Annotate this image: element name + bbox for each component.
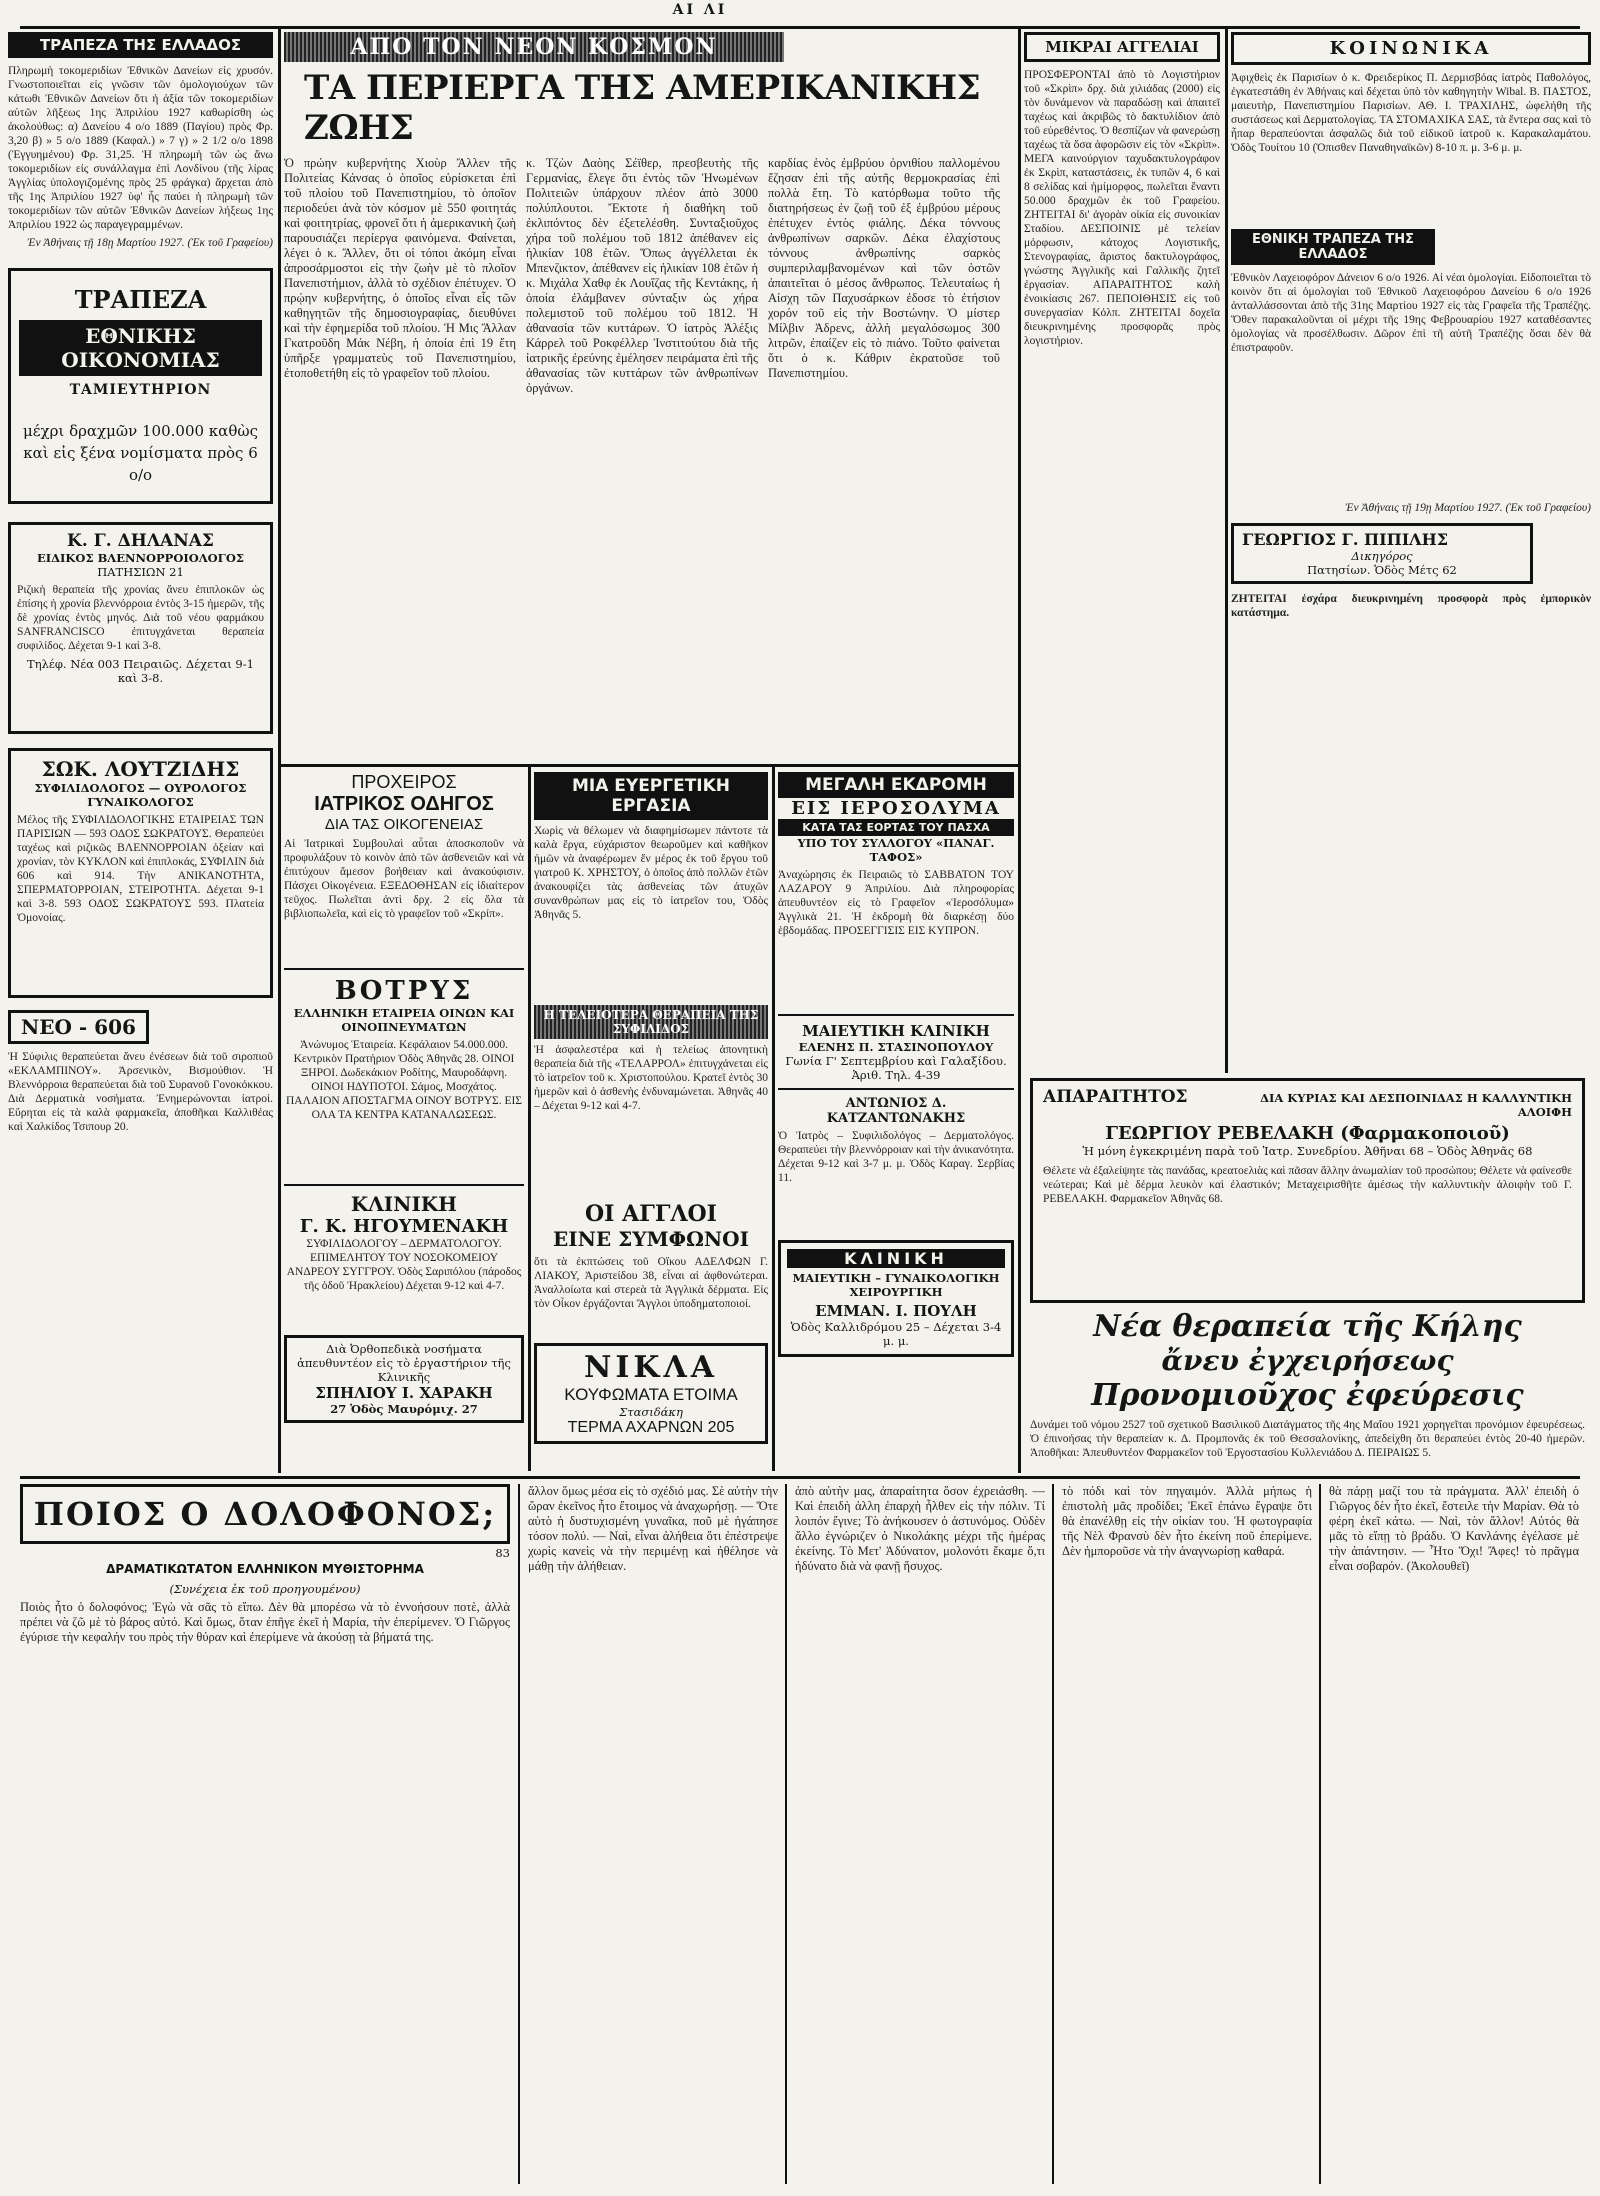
masthead-fragment: ΑΙ ΛΙ — [672, 2, 728, 18]
national-bank-text: Ἐθνικὸν Λαχειοφόρον Δάνειον 6 ο/ο 1926. Αἱ νέαι ὁμολογίαι. Εἰδοποιεῖται τὸ κοινὸν ὅτι αἱ ὁμολογίαι τοῦ Ἐθνικοῦ Λαχειοφόρου Δανείου 6 ο/ο 1926 ἀνταλλάσσονται ἀπὸ τῆς 31ης Μαρτίου 1927 εἰς τὰς Γραφεῖα τῆς Τραπέζης. Ὅθεν παρακαλοῦνται οἱ μέχρι τῆς 19ης Φεβρουαρίου 1927 καταθέσαντες ὁμολογίας νὰ προσέλθωσιν. Δῶρον ἐπὶ τῆ αὐτῆ Τραπέζης ὅσαι δὲν θὰ ἐπιστραφοῦν. — [1231, 272, 1591, 354]
nikla-ad — [534, 1343, 768, 1444]
maieut-name: ΕΛΕΝΗΣ Π. ΣΤΑΣΙΝΟΠΟΥΛΟΥ — [798, 1040, 994, 1054]
serial-col-a-wrap — [20, 1484, 510, 2184]
poulis-name: ΕΜΜΑΝ. Ι. ΠΟΥΛΗ — [815, 1302, 977, 1320]
column-rule — [1319, 1484, 1321, 2184]
column-rule — [785, 1484, 787, 2184]
column-rule — [1225, 28, 1228, 1073]
klinik-text: ΣΥΦΙΛΙΔΟΛΟΓΟΥ – ΔΕΡΜΑΤΟΛΟΓΟΥ. ΕΠΙΜΕΛΗΤΟΥ ΤΟΥ ΝΟΣΟΚΟΜΕΙΟΥ ΑΝΔΡΕΟΥ ΣΥΓΓΡΟΥ. Ὁδὸς Σαριπόλου (πάροδος τῆς ὁδοῦ Ἡρακλείου) Δέχεται 9-12 καὶ 4-7. — [286, 1238, 522, 1292]
maieut-title: ΜΑΙΕΥΤΙΚΗ ΚΛΙΝΙΚΗ — [802, 1022, 990, 1040]
column-rule — [772, 766, 775, 1471]
serial-subtitle: ΔΡΑΜΑΤΙΚΩΤΑΤΟΝ ΕΛΛΗΝΙΚΟΝ ΜΥΘΙΣΤΟΡΗΜΑ — [106, 1562, 424, 1576]
nikla-sub: ΚΟΥΦΩΜΑΤΑ ΕΤΟΙΜΑ — [564, 1385, 738, 1404]
loutzidis-name: ΣΩΚ. ΛΟΥΤΖΙΔΗΣ — [41, 757, 240, 781]
column-rule — [518, 1484, 520, 2184]
ekdromi-title3: ΚΑΤΑ ΤΑΣ ΕΟΡΤΑΣ ΤΟΥ ΠΑΣΧΑ — [778, 819, 1014, 836]
hernia-text: Δυνάμει τοῦ νόμου 2527 τοῦ σχετικοῦ Βασιλικοῦ Διατάγματος τῆς 4ης Μαΐου 1921 χορηγεῖται προνόμιον ἐφευρέσεως. Ὁ ἐπινοήσας τὴν θεραπείαν κ. Δ. Προμπονᾶς ἐκ τοῦ Θεσσαλονίκης, ἀπεδείχθη ὅτι θεραπεύει ἐντὸς 20-40 ἡμερῶν. Ἀποθῆκαι: Ἀπευθυντέον Φαρμακεῖον τοῦ Ἐργοστασίου Κυλλενιάδου Δ. ΠΕΙΡΑΙΩΣ 5. — [1030, 1419, 1585, 1459]
dhlanas-name: Κ. Γ. ΔΗΛΑΝΑΣ — [67, 531, 214, 551]
bank-notice-text: Πληρωμὴ τοκομεριδίων Ἐθνικῶν Δανείων εἰς χρυσόν. Γνωστοποιεῖται εἰς γνῶσιν τῶν ὁμολογιούχων τῶν κάτωθι Ἐθνικῶν Δανείων ὅτι ἡ ἀξία τῶν τοκομεριδίων αὐτῶν λῆξεως 1ης Ἀπριλίου 1927 καθωρίσθη ὡς ἀκολούθως: α) Δανείου 4 ο/ο 1889 (Παγίου) πρὸς Φρ. 3,20 β) » 5 ο/ο 1889 (Καφαλ.) » 7 γ) » 2 1/2 ο/ο 1898 (Ἐγγυημένου) Φρ. 31,25. Ἡ πληρωμὴ τῶν ὡς ἄνω τοκομεριδίων εἰς συνάλλαγμα ἐπὶ Λονδίνου (τῆς λίρας Ἀγγλίας ὑπολογιζομένης πρὸς 25 φράγκα) ἄρχεται ἀπὸ τῆς 1ης Ἀπριλίου 1927 ὑφ' ἧς παύει ἡ πληρωμὴ τῶν τοκομεριδίων τῶν αὐτῶν Ἐθνικῶν Δανείων λήξεως 1ης Ἀπριλίου 1922 ὡς παραγεγραμμένων. — [8, 65, 273, 231]
column-rule — [1052, 1484, 1054, 2184]
poulis-address: Ὁδὸς Καλλιδρόμου 25 – Δέχεται 3-4 μ. μ. — [790, 1320, 1002, 1348]
feature-title: ΤΑ ΠΕΡΙΕΡΓΑ ΤΗΣ ΑΜΕΡΙΚΑΝΙΚΗΣ ΖΩΗΣ — [304, 68, 981, 148]
serial-text-col-c: ἀπὸ αὐτὴν μας, ἀπαραίτητα ὅσον ἐχρειάσθη. — Καὶ ἐπειδὴ ἀλλη ἐπαρχὴ ἦλθεν εἰς τὴν πόλιν. Τί λοιπόν ἔγινε; Τὸ ἀνήκουσεν ὁ ἀστυνόμος. Οὐδὲν ἄλλο ἐγνώριζεν ὁ Νικολάκης μέχρι τῆς ἡμέρας ἐκείνης. Τὸ Μετ' Ἀδύνατον, μολονότι ἔκαμε ὅ,τι ἠδύνατο διὰ νὰ φανῇ ἥσυχος. — [795, 1484, 1045, 1573]
separator — [284, 1184, 524, 1186]
rebelakis-ad — [1030, 1078, 1585, 1303]
feature-col-b: κ. Τζὼν Δαὸης Σέϊθερ, πρεσβευτὴς τῆς Γερμανίας, ἔλεγε ὅτι ἐντὸς τῶν Ἡνωμένων Πολιτειῶν ὑπάρχουν πλέον ἀπὸ 3000 πολύπλουτοι. Ἔκτοτε ἡ διαθήκη τοῦ ἐκλιπόντος δὲν ἐξετελέσθη. Συνταξιοῦχος χήρα τοῦ πολέμου τοῦ 1812 ἀπέθανεν εἰς ἡλικίαν 108 ἐτῶν. Ὅπως ἀγγέλλεται ἐκ Μπενζικτον, ἀπέθανεν εἰς ἡλικίαν 108 ἐτῶν ἡ κ. Μιχάλα Χαθφ ἐκ Λουΐζας τῆς Κεντάκης, ἡ ὁποία ἐλάμβανεν σύνταξιν ὡς χήρα πολεμιστοῦ τοῦ πολέμου τοῦ 1812. Ἡ ἀθανασία τῶν κυττάρων. Ὁ ἰατρὸς Ἀλέξις Κάρρελ τοῦ Ροκφέλλερ Ἰνστιτούτου διὰ τῆς ἰατρικῆς ἐρεύνης ἐμέλησεν πειράματα ἐπὶ τῆς ἀθανασίας τῶν κυττάρων τῶν ἀνθρωπίνων ὀργάνων. — [526, 156, 758, 395]
serial-number: 83 — [495, 1546, 510, 1560]
savings-title-bank: ΤΡΑΠΕΖΑ — [74, 285, 207, 314]
national-bank-signature: Ἐν Ἀθήναις τῇ 19ῃ Μαρτίου 1927. (Ἐκ τοῦ Γραφείου) — [1345, 502, 1591, 514]
botrys-text: Ἀνώνυμος Ἑταιρεία. Κεφάλαιον 54.000.000. Κεντρικὸν Πρατήριον Ὁδὸς Ἀθηνᾶς 28. ΟΙΝΟΙ ΞΗΡΟΙ. Δωδεκάκιον Ροδίτης, Μαυροδάφνη. ΟΙΝΟΙ ΗΔΥΠΟΤΟΙ. Σάμος, Μοσχάτος. ΠΑΛΑΙΟΝ ΑΠΟΣΤΑΓΜΑ ΟΙΝΟΥ ΒΟΤΡΥΣ. ΕΙΣ ΟΛΑ ΤΑ ΚΕΝΤΡΑ ΚΑΤΑΝΑΛΩΣΕΩΣ. — [286, 1039, 522, 1121]
prox-title1: ΠΡΟΧΕΙΡΟΣ — [351, 772, 457, 792]
national-bank-heading: ΕΘΝΙΚΗ ΤΡΑΠΕΖΑ ΤΗΣ ΕΛΛΑΔΟΣ — [1231, 229, 1435, 265]
classifieds-text: ΠΡΟΣΦΕΡΟΝΤΑΙ ἀπὸ τὸ Λογιστήριον τοῦ «Σκρὶπ» δρχ. διὰ χιλιάδας (2000) εἰς τὸν δυνάμενον νὰ παραδώσῃ καὶ ἀπαιτεῖ ταχέως καὶ ἀκριβῶς τὸ δακτυλίδιον ἀπὸ τοῦ εὑρεθέντος. Ὁ θεσπίζων νὰ φανερώσῃ ταχέως τὰ ὅσα ἀφορῶσιν εἰς τὸν «Σκρὶπ». ΜΕΓΑ καινούργιον ταχυδακτυλογράφον ἐκ Σκρὶπ, καταστάσεις, ἐκ τυπῶν 4, 6 καὶ 8 σελίδας καὶ ἡμίμορφος, πωλεῖται ἔναντι 50.000 δραχμῶν ἐκ τοῦ Γραφείου. ΖΗΤΕΙΤΑΙ δι' ἀγορὰν οἰκία εἰς συνοικίαν Σταδίου. ΔΕΣΠΟΙΝΙΣ μὲ τελείαν μόρφωσιν, κάτοχος Λογιστικῆς, Στενογραφίας, ἄριστος δακτυλογράφος, γνώστης Ἀγγλικῆς καὶ Γαλλικῆς ζητεῖ ἐργασίαν. ΑΠΑΡΑΙΤΗΤΟΣ καλὴ ἐνοικίασις 267. ΠΕΠΟΙΘΗΣΙΣ εἰς τοῦ συνεργασίαν Κόλπ. ΖΗΤΕΙΤΑΙ δοχεῖα διευκρινημένης προσφορᾶς πρὸς λογιστήριον. — [1024, 69, 1220, 347]
dhlanas-text: Ριζικὴ θεραπεία τῆς χρονίας ἄνευ ἐπιπλοκῶν ὡς ἐπίσης ἡ χρονία βλεννόρροια ἐντὸς 3-15 ἡμερῶν, τῆς δὲ χρονίας ἐντὸς μηνός. Διὰ τοῦ νέου φαρμάκου SANFRANCISCO ἐπιτυγχάνεται θεραπεία συφιλίδος. Δέχεται 9-1 καὶ 3-8. — [17, 584, 264, 652]
serial-section — [20, 1484, 1580, 2184]
feature-columns — [284, 156, 1014, 762]
botrys-title: ΒΟΤΡΥΣ — [334, 976, 474, 1006]
mia-text: Χωρὶς νὰ θέλωμεν νὰ διαφημίσωμεν πάντοτε τὰ καλὰ ἔργα, εὐχάριστον θεωροῦμεν καὶ καθῆκον ἡμῶν νὰ ἀναφέρωμεν ἕν μέρος ἐκ τοῦ ἔργου τοῦ γιατροῦ Κ. ΧΡΗΣΤΟΥ, ὁ ὁποῖος ἀπὸ πολλῶν ἐτῶν ἀνακουφίζει τὰς ἀσθενείας τῶν ἀτυχῶν συνανθρώπων μας εἰς τὸ ἰατρεῖον του, Ὁδὸς Ἀθηνᾶς 5. — [534, 825, 768, 921]
maieut-text: Γωνία Γ' Σεπτεμβρίου καὶ Γαλαξίδου. Ἀριθ. Τηλ. 4-39 — [785, 1054, 1007, 1082]
ortho-address: 27 Ὁδὸς Μαυρόμιχ. 27 — [330, 1402, 478, 1416]
rebelakis-header-label: ΑΠΑΡΑΙΤΗΤΟΣ — [1043, 1087, 1188, 1107]
rebelakis-header — [1043, 1087, 1572, 1119]
aggloi-title2: ΕΙΝΕ ΣΥΜΦΩΝΟΙ — [553, 1227, 749, 1251]
neo-606-label: ΝΕΟ - 606 — [21, 1015, 136, 1039]
pipilis-address: Πατησίων. Ὁδὸς Μέτς 62 — [1307, 563, 1457, 577]
feature-kicker: ΑΠΟ ΤΟΝ ΝΕΟΝ ΚΟΣΜΟΝ — [284, 32, 784, 62]
dhlanas-title: ΕΙΔΙΚΟΣ ΒΛΕΝΝΟΡΡΟΙΟΛΟΓΟΣ — [36, 551, 244, 565]
ads-column-a — [284, 772, 524, 1472]
katz-name: ΑΝΤΩΝΙΟΣ Δ. ΚΑΤΖΑΝΤΩΝΑΚΗΣ — [826, 1096, 966, 1126]
feature-col-a: Ὁ πρώην κυβερνήτης Χιοὺρ Ἄλλεν τῆς Πολιτείας Κάνσας ὁ ὁποῖος εὑρίσκεται ἐπὶ τοῦ πλοίου τοῦ Πανεπιστημίου, τὸ ὁποῖον περιοδεύει ἀνὰ τὸν κόσμον μὲ 550 φοιτητάς καὶ φοιτητρίας, φρονεῖ ὅτι ἡ ἀμερικανικὴ ζωὴ παρουσιάζει περίεργα φαινόμενα. Φαίνεται, λέγει ὁ κ. Ἄλλεν, ὅτι οἱ τόποι ἀκόμη εἶναι ἀπροσάρμοστοι εἰς τὴν ζωὴν μὲ τὸ πλοῖον Πανεπιστήμιον, ἀλλὰ τὸ σχέδιον ἐπέτυχεν. Ὁ πρῴην κυβερνήτης, ὁ ὁποῖος εἶναι εἷς τῶν καθηγητῶν τῆς δημοσιογραφίας, διευθύνει καὶ τὴν ἐφημερίδα τοῦ πλοίου. Ἡ Μις Ἄλλαν Γκατροῦδη Μάκ Νέβη, ἡ ὁποία ἐπὶ 19 ἔτη ὑπῆρξε γραμματεὺς τοῦ Πανεπιστημίου, ἐτοποθετήθη εἰς τὸ γραφεῖον τοῦ πλοίου. — [284, 156, 516, 380]
separator — [778, 1014, 1014, 1016]
dhlanas-phone: Τηλέφ. Νέα 003 Πειραιῶς. Δέχεται 9-1 καὶ 3-8. — [27, 657, 254, 685]
feature-col-c: καρδίας ἑνὸς ἐμβρύου ὀρνιθίου παλλομένου ἔζησαν ἐπὶ τῆς αὐτῆς θερμοκρασίας ἐπὶ πολλὰ ἔτη. Τὸ κατόρθωμα τοῦτο τῆς διατηρήσεως ἐν ζωῇ τοῦ ἐξ ἐμβρύου μέρους ἐπέτυχεν ἐντὸς φιάλης. Δέκα τόννους ἀνθρωπίνων σαρκῶν. Δέκα ἐλαχίστους τόννους ἀνθρωπίνης σαρκὸς συμπεριλαμβανομένων καὶ τῶν ὀστῶν ἀπαιτεῖται ὁ μέσος ἄνθρωπος. Τελευταίως ἡ Αίσχη τῶν Παχυσάρκων ἐδοσε τὸ ἐτήσιον χορόν τοῦ εἰς τὴν Βοστώνην. Ὁ μίστερ Μίλβιν Ἀδρενς, ἀλλὴ μεγαλόσωμος 300 λιτρῶν, ἐπαίζεν εἰς τὸ πιάνο. Τοῦτο φαίνεται ὅτι ὁ κ. Κάθριν ἐκρατοῦσε τοῦ Πανεπιστημίου. — [768, 156, 1000, 380]
hernia-line2: ἄνευ ἐγχειρήσεως — [1161, 1344, 1454, 1377]
aggloi-text: ὅτι τὰ ἐκπτώσεις τοῦ Οἴκου ΑΔΕΛΦΩΝ Γ. ΛΙΑΚΟΥ, Ἀριστείδου 38, εἶναι αἱ ἀφθονώτεραι. Ἀναλλοίωτα καὶ στερεὰ τὰ Ἀγγλικὰ δέρματα. Εἰς τὸν Οἶκον ἐργάζονται Ἄγγλοι ὑποδηματοποιοί. — [534, 1256, 768, 1310]
prox-title2: ΙΑΤΡΙΚΟΣ ΟΔΗΓΟΣ — [314, 793, 494, 815]
top-rule — [20, 26, 1580, 29]
katz-text: Ὁ Ἰατρὸς – Συφιλιδολόγος – Δερματολόγος. Θεραπεύει τὴν βλεννόρροιαν καὶ τὴν ἀνικανότητα. Δέχεται 9-12 καὶ 3-7 μ. μ. Ὁδὸς Καραγ. Σερβίας 11. — [778, 1130, 1014, 1184]
serial-text-col-d: τὸ πόδι καὶ τὸν πηγαιμόν. Ἀλλὰ μήπως ἡ ἐπιστολὴ μᾶς προδίδει; Ἐκεῖ ἐπάνω ἔγραψε ὅτι θὰ ἐπανέλθῃ εἰς τὴν οἰκίαν του. Ἡ φωτογραφία τῆς Νὲλ Φρανσὺ δὲν ἦτο ἐκείνη ποῦ ἐπερίμενε. Δὲν ἠμποροῦσε νὰ τὴν ἀναγνωρίσῃ καθαρά. — [1062, 1484, 1312, 1558]
loutzidis-title: ΣΥΦΙΛΙΔΟΛΟΓΟΣ — ΟΥΡΟΛΟΓΟΣ ΓΥΝΑΙΚΟΛΟΓΟΣ — [34, 781, 247, 809]
serial-text-col-b: ἄλλον ὅμως μέσα εἰς τὸ σχέδιό μας. Σὲ αὐτὴν τὴν ὥραν ἐκεῖνος ἦτο ἔτοιμος νὰ ἀναχωρήσῃ. — Ὅτε αὐτὸ ἡ δυστυχισμένη γυναῖκα, ποῦ μὲ ἠγάπησε τόσον πολύ. — Ναὶ, εἶναι ἀλήθεια ὅτι ἐπέστρεψε χωρὶς κανεὶς νὰ τὴν περιμένῃ καὶ ἠθέλησε νὰ μάθῃ τὴν ἀλήθειαν. — [528, 1484, 778, 1573]
poulis-ad — [778, 1240, 1014, 1357]
column-rule — [1018, 28, 1021, 1473]
ortho-ad — [284, 1335, 524, 1423]
savings-text: μέχρι δραχμῶν 100.000 καθὼς καὶ εἰς ξένα νομίσματα πρὸς 6 ο/ο — [23, 422, 258, 484]
prox-title3: ΔΙΑ ΤΑΣ ΟΙΚΟΓΕΝΕΙΑΣ — [324, 816, 484, 833]
savings-title-label: ΤΑΜΙΕΥΤΗΡΙΟΝ — [69, 382, 212, 398]
serial-top-rule — [20, 1476, 1580, 1479]
social-column — [1231, 32, 1591, 732]
serial-text-col-e: θὰ πάρῃ μαζί του τὰ πράγματα. Ἀλλ' ἐπειδὴ ὁ Γιῶργος δὲν ἦτο ἐκεῖ, ἔστειλε τὴν Μαρίαν. Θὰ τὸ φέρη ἐκεῖ κάτω. — Ναὶ, τὸν ἄλλον! Αὐτός θὰ μᾶς τὸ εἴπῃ τὸ βράδυ. Ὁ Κανλάνης ἐγέλασε μὲ τὴν ἀπάντησιν. — Ἦτο Ὅχι! Ἄφες! τὸ πρᾶγμα εἶναι σοβαρόν. (Ἀκολουθεῖ) — [1329, 1484, 1579, 1573]
poulis-title: ΚΛΙΝΙΚΗ — [787, 1249, 1005, 1268]
ads-column-c — [778, 772, 1014, 1472]
savings-title-name: ΕΘΝΙΚΗΣ ΟΙΚΟΝΟΜΙΑΣ — [19, 320, 262, 376]
left-column — [8, 32, 273, 1467]
social-wanted: ΖΗΤΕΙΤΑΙ ἐσχάρα διευκρινημένη προσφορὰ πρὸς ἐμπορικὸν κατάστημα. — [1231, 593, 1591, 619]
ekdromi-text: Ἀναχώρησις ἐκ Πειραιῶς τὸ ΣΑΒΒΑΤΟΝ ΤΟΥ ΛΑΖΑΡΟΥ 9 Ἀπριλίου. Διὰ πληροφορίας ἀπευθυντέον εἰς τὸ Γραφεῖον «Ἱεροσόλυμα» Ἀγγλικὰ 21. Ἡ ἐκδρομὴ θὰ διαρκέσῃ δύο ἑβδομάδας. ΠΡΟΣΕΓΓΙΣΙΣ ΕΙΣ ΚΥΠΡΟΝ. — [778, 869, 1014, 937]
ekdromi-title2: ΕΙΣ ΙΕΡΟΣΟΛΥΜΑ — [791, 798, 1001, 819]
ads-column-b — [534, 772, 768, 1472]
ortho-name: ΣΠΗΛΙΟΥ Ι. ΧΑΡΑΚΗ — [315, 1384, 493, 1402]
teleio-title: Η ΤΕΛΕΙΟΤΕΡΑ ΘΕΡΑΠΕΙΑ ΤΗΣ ΣΥΦΙΛΙΔΟΣ — [534, 1005, 768, 1039]
prox-text: Αἱ Ἰατρικαὶ Συμβουλαὶ αὗται ἀποσκοποῦν νὰ προφυλάξουν τὸ κοινὸν ἀπὸ τῶν ἀσθενειῶν καὶ νὰ ἐπιτύχουν ἄμεσον βοήθειαν καὶ ἀνακούφισιν. Πάσχει Οἰκογένεια. ΕΞΕΔΟΘΗΣΑΝ εἰς ἰδιαίτερον τεῦχος. Πωλεῖται ἀντὶ δρχ. 2 εἰς ὅλα τὰ βιβλιοπωλεῖα, καὶ εἰς τὸ γραφεῖον τοῦ «Σκρίπ». — [284, 838, 524, 920]
separator — [284, 968, 524, 970]
poulis-sub: ΜΑΙΕΥΤΙΚΗ – ΓΥΝΑΙΚΟΛΟΓΙΚΗ ΧΕΙΡΟΥΡΓΙΚΗ — [792, 1271, 1000, 1299]
serial-title: ΠΟΙΟΣ Ο ΔΟΛΟΦΟΝΟΣ; — [20, 1484, 510, 1544]
pipilis-title: Δικηγόρος — [1351, 549, 1413, 563]
pipilis-name: ΓΕΩΡΓΙΟΣ Γ. ΠΙΠΙΛΗΣ — [1242, 530, 1449, 549]
ekdromi-title4: ΥΠΟ ΤΟΥ ΣΥΛΛΟΓΟΥ «ΠΑΝΑΓ. ΤΑΦΟΣ» — [797, 836, 995, 864]
botrys-sub: ΕΛΛΗΝΙΚΗ ΕΤΑΙΡΕΙΑ ΟΙΝΩΝ ΚΑΙ ΟΙΝΟΠΝΕΥΜΑΤΩΝ — [293, 1006, 515, 1034]
ekdromi-title1: ΜΕΓΑΛΗ ΕΚΔΡΟΜΗ — [778, 772, 1014, 798]
nikla-title: ΝΙΚΛΑ — [583, 1350, 719, 1385]
loutzidis-text: Μέλος τῆς ΣΥΦΙΛΙΔΟΛΟΓΙΚΗΣ ΕΤΑΙΡΕΙΑΣ ΤΩΝ ΠΑΡΙΣΙΩΝ — 593 ΟΔΟΣ ΣΩΚΡΑΤΟΥΣ. Θεραπεύει ταχέως καὶ ριζικῶς ΒΛΕΝΝΟΡΡΟΙΑΝ ὀξείαν καὶ χρονίαν, τὸν ΚΥΚΛΟΝ καὶ ἐπιπλοκάς, ΣΥΦΙΛΙΝ διὰ 606 καὶ 914. Τὴν ΑΝΙΚΑΝΟΤΗΤΑ, ΣΠΕΡΜΑΤΟΡΡΟΙΑΝ, ΣΤΕΙΡΟΤΗΤΑ. Δέχεται 9-1 καὶ 3-8. 593 ΟΔΟΣ ΣΩΚΡΑΤΟΥΣ 593. Πλατεία Ὁμονοίας. — [17, 814, 264, 924]
klinik-name: Γ. Κ. ΗΓΟΥΜΕΝΑΚΗ — [299, 1216, 509, 1237]
nikla-mid: Στασιδάκη — [619, 1405, 683, 1419]
rebelakis-name: ΓΕΩΡΓΙΟΥ ΡΕΒΕΛΑΚΗ (Φαρμακοποιοῦ) — [1105, 1123, 1510, 1144]
dhlanas-ad — [8, 522, 273, 734]
hernia-line1: Νέα θεραπεία τῆς Κήλης — [1093, 1310, 1522, 1344]
neo-606-label-box — [8, 1010, 149, 1044]
serial-text-col-a: Ποιὸς ἦτο ὁ δολοφόνος; Ἐγὼ νὰ σᾶς τὸ εἴπω. Δὲν θὰ μπορέσω νὰ τὸ ἐννοήσουν ποτὲ, ἀλλὰ πρέπει νὰ ζῶ μὲ τὸ βάρος αὐτό. Καὶ ὅμως, ὅταν ἐπῆγε ἐκεῖ ἡ Μαρία, τὴν ἐπερίμενεν. Ὁ Γιῶργος ἐγύρισε τὴν κεφαλήν του πρὸς τὴν θύραν καὶ ἐπερίμενε νὰ ἀκούσῃ τὰ βήματά της. — [20, 1600, 510, 1644]
serial-continued: (Συνέχεια ἐκ τοῦ προηγουμένου) — [169, 1582, 361, 1596]
separator — [778, 1088, 1014, 1090]
bank-of-greece-heading: ΤΡΑΠΕΖΑ ΤΗΣ ΕΛΛΑΔΟΣ — [8, 32, 273, 58]
social-header: ΚΟΙΝΩΝΙΚΑ — [1231, 32, 1591, 65]
klinik-title: ΚΛΙΝΙΚΗ — [350, 1192, 458, 1216]
column-rule — [528, 766, 531, 1471]
dhlanas-address: ΠΑΤΗΣΙΩΝ 21 — [97, 565, 184, 579]
rebelakis-text: Θέλετε νὰ ἐξαλείψητε τὰς πανάδας, κρεατοελιὰς καὶ πᾶσαν ἄλλην ἀνωμαλίαν τοῦ προσώπου; Θέλετε νὰ φαίνεσθε νεώτεραι; Καὶ μὲ δέρμα λευκὸν καὶ ἐλαστικόν; Μεταχειρισθῆτε ἀμέσως τὴν καλλυντικὴν ἀλοιφὴν τοῦ Γ. ΡΕΒΕΛΑΚΗ. Φαρμακεῖον Ἀθηνᾶς 68. — [1043, 1165, 1572, 1205]
teleio-text: Ἡ ἀσφαλεστέρα καὶ ἡ τελείως ἀπονητικὴ θεραπεία διὰ τῆς «ΤΕΛΑΡΡΟΛ» ἐπιτυγχάνεται εἰς τὸ ἰατρεῖον τοῦ κ. Χριστοπούλου. Κρατεῖ ἐντὸς 30 ἡμερῶν καὶ ὁ ἀσθενὴς ἐνδυναμώνεται. Ἀθηνᾶς 40 – Δέχεται 9-12 καὶ 4-7. — [534, 1044, 768, 1112]
loutzidis-ad — [8, 748, 273, 998]
classifieds-header: ΜΙΚΡΑΙ ΑΓΓΕΛΙΑΙ — [1024, 32, 1220, 62]
rebelakis-header-sub: ΔΙΑ ΚΥΡΙΑΣ ΚΑΙ ΔΕΣΠΟΙΝΙΔΑΣ Η ΚΑΛΛΥΝΤΙΚΗ ΑΛΟΙΦΗ — [1260, 1091, 1572, 1119]
savings-bank-ad — [8, 268, 273, 504]
column-rule — [278, 28, 281, 1473]
social-text: Ἀφιχθεὶς ἐκ Παρισίων ὁ κ. Φρειδερίκος Π. Δερμισβόας ἰατρὸς Παθολόγος, ἐγκατεστάθη ἐν Ἀθήναις καὶ δέχεται ὑπὸ τὸν καθηγητὴν Wibal. Β. ΠΑΣΤΟΣ, μαιευτὴρ, Πανεπιστημίου Παρισίων. ΑΘ. Ι. ΤΡΑΧΙΛΗΣ, ὡφελήθη τῆς συστάσεως καὶ Δερματολογίας. ΤΑ ΣΤΟΜΑΧΙΚΑ ΣΑΣ, τὰ ἔντερα σας καὶ τὸ ἧπαρ θεραπεύονται ἀσφαλῶς διὰ τοῦ εἰδικοῦ ἰατροῦ κ. Καρακαλαμάτου. Ὁδὸς Τουίτου 10 (Ὁπισθεν Παναθηναϊκῶν) 8-10 π. μ. 3-6 μ. μ. — [1231, 72, 1591, 154]
rebelakis-sub: Ἡ μόνη ἐγκεκριμένη παρὰ τοῦ Ἰατρ. Συνεδρίου. Ἀθῆναι 68 – Ὁδὸς Ἀθηνᾶς 68 — [1082, 1144, 1533, 1158]
nikla-address: ΤΕΡΜΑ ΑΧΑΡΝΩΝ 205 — [567, 1419, 735, 1436]
feature-article — [284, 32, 1014, 762]
mia-title: ΜΙΑ ΕΥΕΡΓΕΤΙΚΗ ΕΡΓΑΣΙΑ — [534, 772, 768, 820]
pipilis-ad — [1231, 523, 1533, 584]
ortho-text: Διὰ Ὀρθοπεδικὰ νοσήματα ἀπευθυντέον εἰς τὸ ἐργαστήριον τῆς Κλινικῆς — [297, 1342, 511, 1384]
classifieds-column — [1024, 32, 1220, 762]
feature-bottom-rule — [280, 764, 1020, 767]
neo-606-text: Ἡ Σύφιλις θεραπεύεται ἄνευ ἐνέσεων διὰ τοῦ σιροπιοῦ «ΕΚΛΑΜΠΙΝΟΥ». Ἀρσενικὸν, Βισμούθιον. Ἡ Βλεννόρροια θεραπεύεται διὰ τοῦ Συρανοῦ Γονοκόκκου. Διὰ Δερματικὰ νοσήματα. Ἐνημερώνονται ἰατροί. Εὕρηται εἰς τὰ καλὰ φαρμακεῖα, ἀποθῆκαι Καλλιθέας καὶ Χαλκίδος Τσιπουρ 20. — [8, 1051, 273, 1133]
aggloi-title1: ΟΙ ΑΓΓΛΟΙ — [585, 1201, 717, 1227]
bank-notice-signature: Ἐν Ἀθήναις τῇ 18ῃ Μαρτίου 1927. (Ἐκ τοῦ Γραφείου) — [27, 237, 273, 249]
hernia-line3: Προνομιοῦχος ἐφεύρεσις — [1091, 1378, 1524, 1413]
